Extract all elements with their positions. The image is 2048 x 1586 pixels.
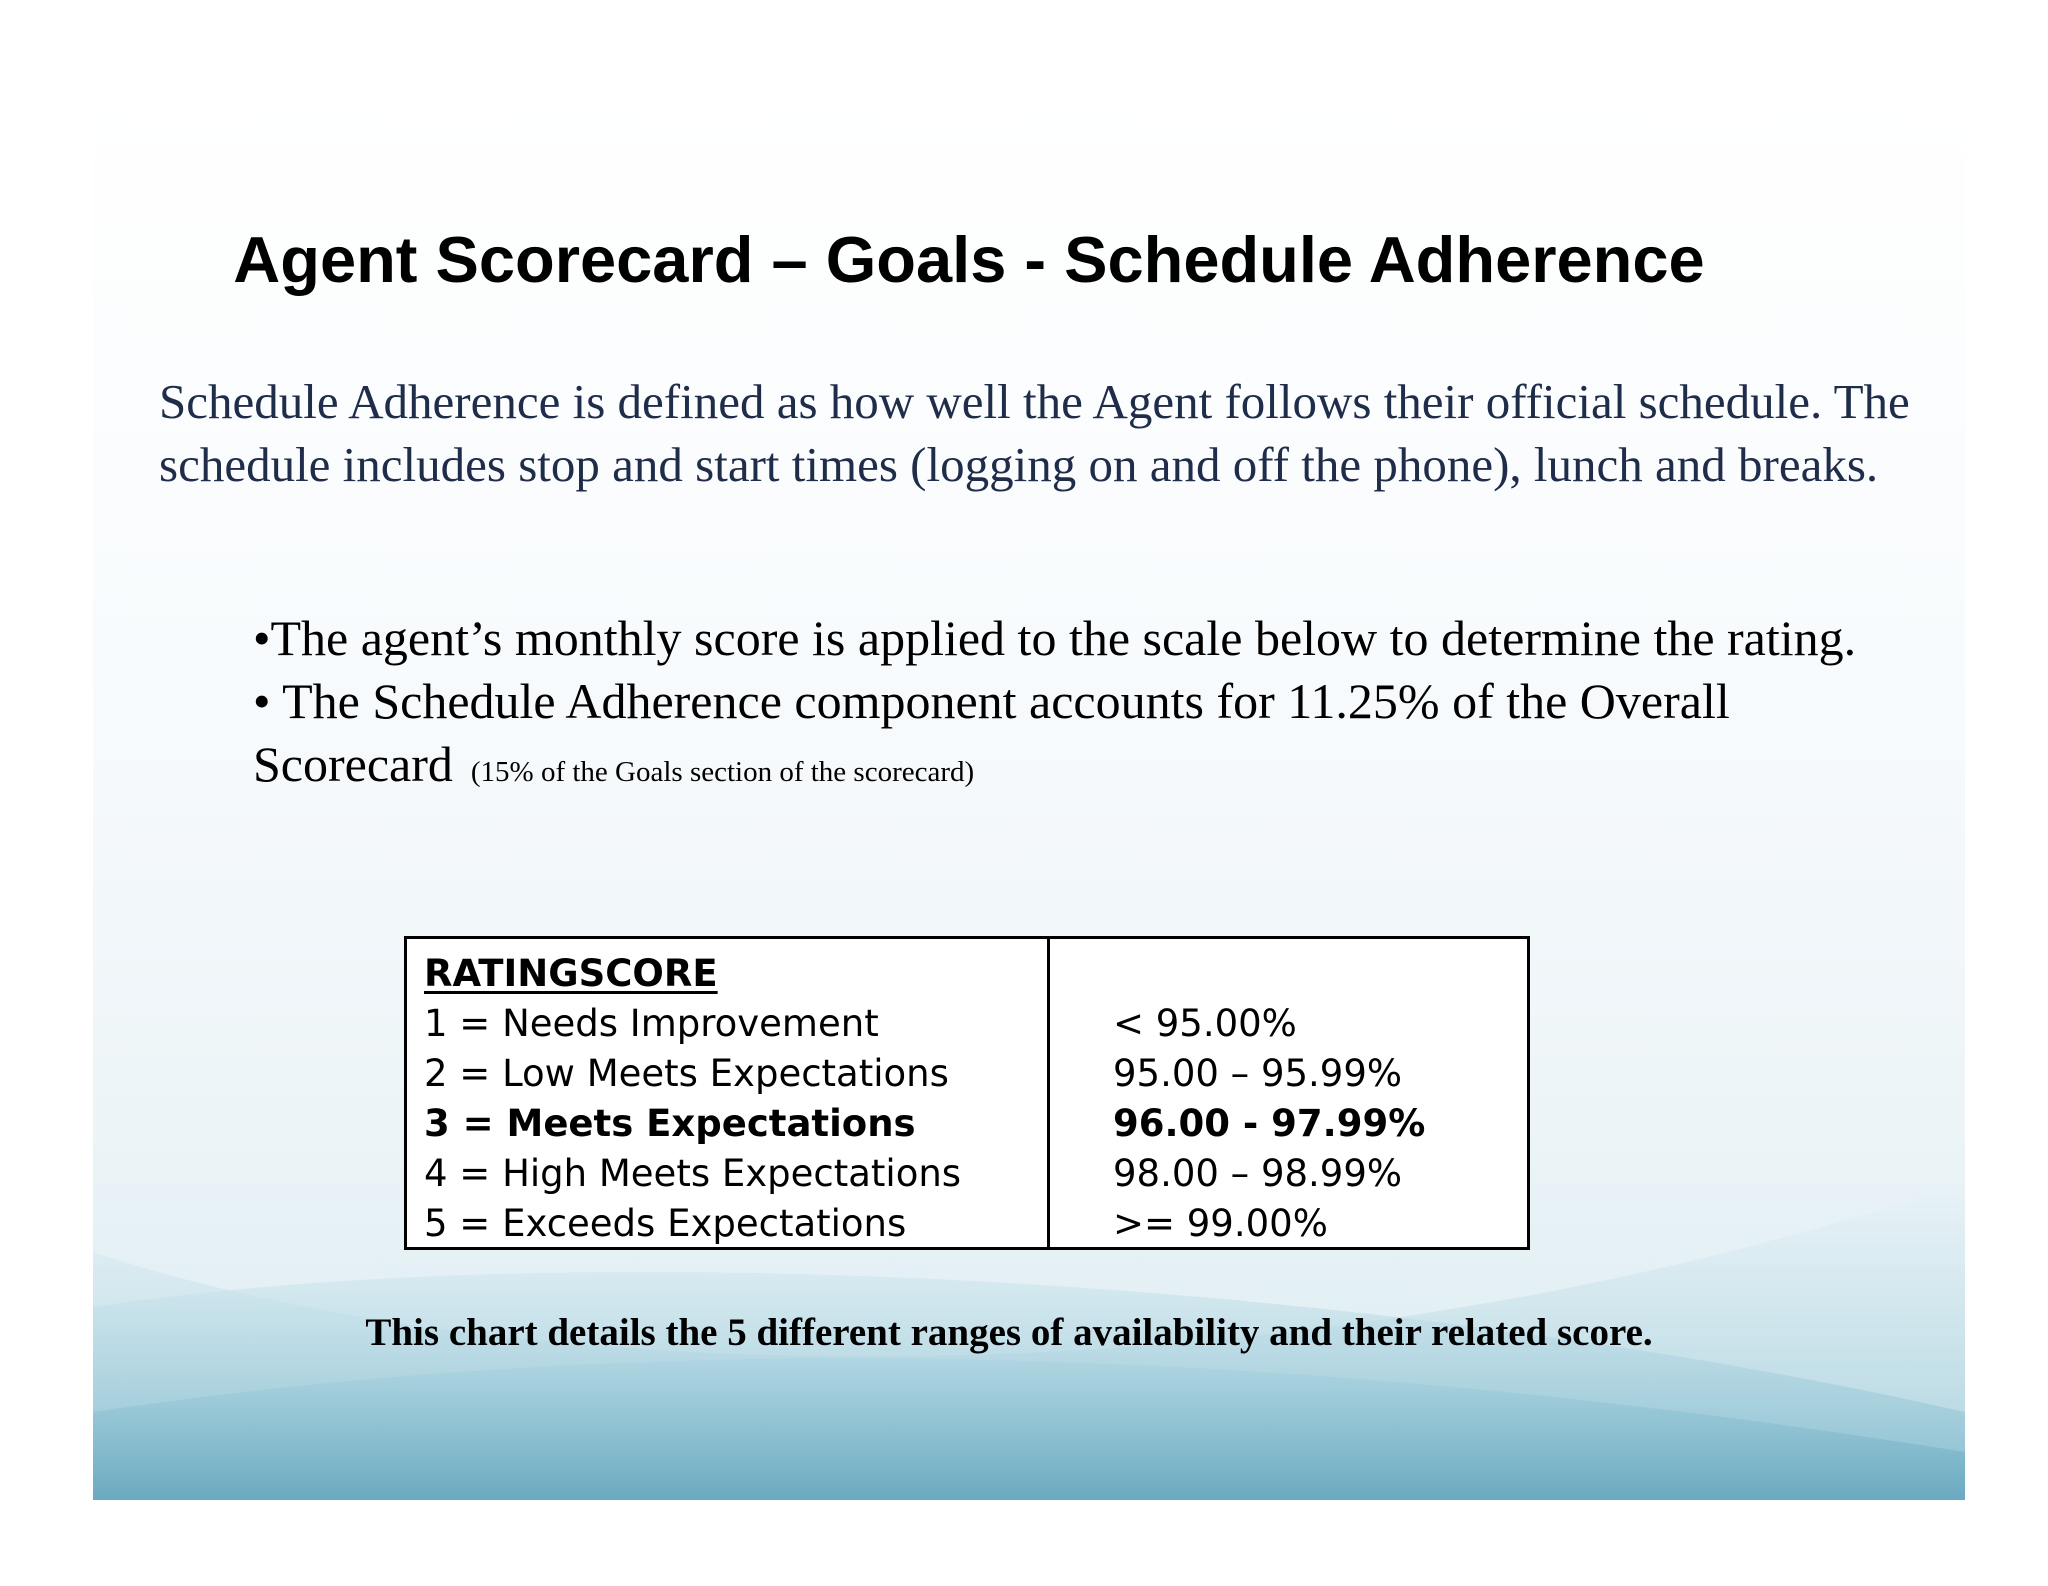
bullet-note: (15% of the Goals section of the scorecard): [470, 756, 975, 788]
table-caption: This chart details the 5 different ranges of availability and their related score.: [365, 1311, 1653, 1354]
rating-row: 3 = Meets Expectations: [424, 1102, 916, 1145]
table-divider: [1047, 939, 1050, 1247]
slide: [93, 92, 1965, 1500]
score-row: < 95.00%: [1113, 1002, 1297, 1045]
rating-row: 4 = High Meets Expectations: [424, 1152, 962, 1195]
score-row: 96.00 - 97.99%: [1113, 1102, 1426, 1145]
bullet-item: •The agent’s monthly score is applied to the scale below to determine the rating.: [253, 610, 1857, 666]
bullet-item: • The Schedule Adherence component accounts for 11.25% of the Overall Scorecard (15% of the Goals section of the scorecard): [253, 673, 1730, 792]
rating-row: 2 = Low Meets Expectations: [424, 1052, 949, 1095]
score-row: 95.00 – 95.99%: [1113, 1052, 1403, 1095]
score-row: 98.00 – 98.99%: [1113, 1152, 1403, 1195]
table-header: RATINGSCORE: [424, 952, 718, 995]
score-column: [1113, 999, 1425, 1249]
slide-title: Agent Scorecard – Goals - Schedule Adherence: [233, 223, 1705, 296]
definition-paragraph: Schedule Adherence is defined as how well the Agent follows their official schedule. The schedule includes stop and start times (logging on and off the phone), lunch and breaks.: [159, 374, 1910, 492]
rating-row: 1 = Needs Improvement: [424, 1002, 879, 1045]
rating-column: [424, 949, 961, 1249]
rating-row: 5 = Exceeds Expectations: [424, 1202, 907, 1245]
score-row: >= 99.00%: [1113, 1202, 1328, 1245]
rating-score-table: [404, 936, 1530, 1250]
bullet-list: [253, 607, 1893, 804]
